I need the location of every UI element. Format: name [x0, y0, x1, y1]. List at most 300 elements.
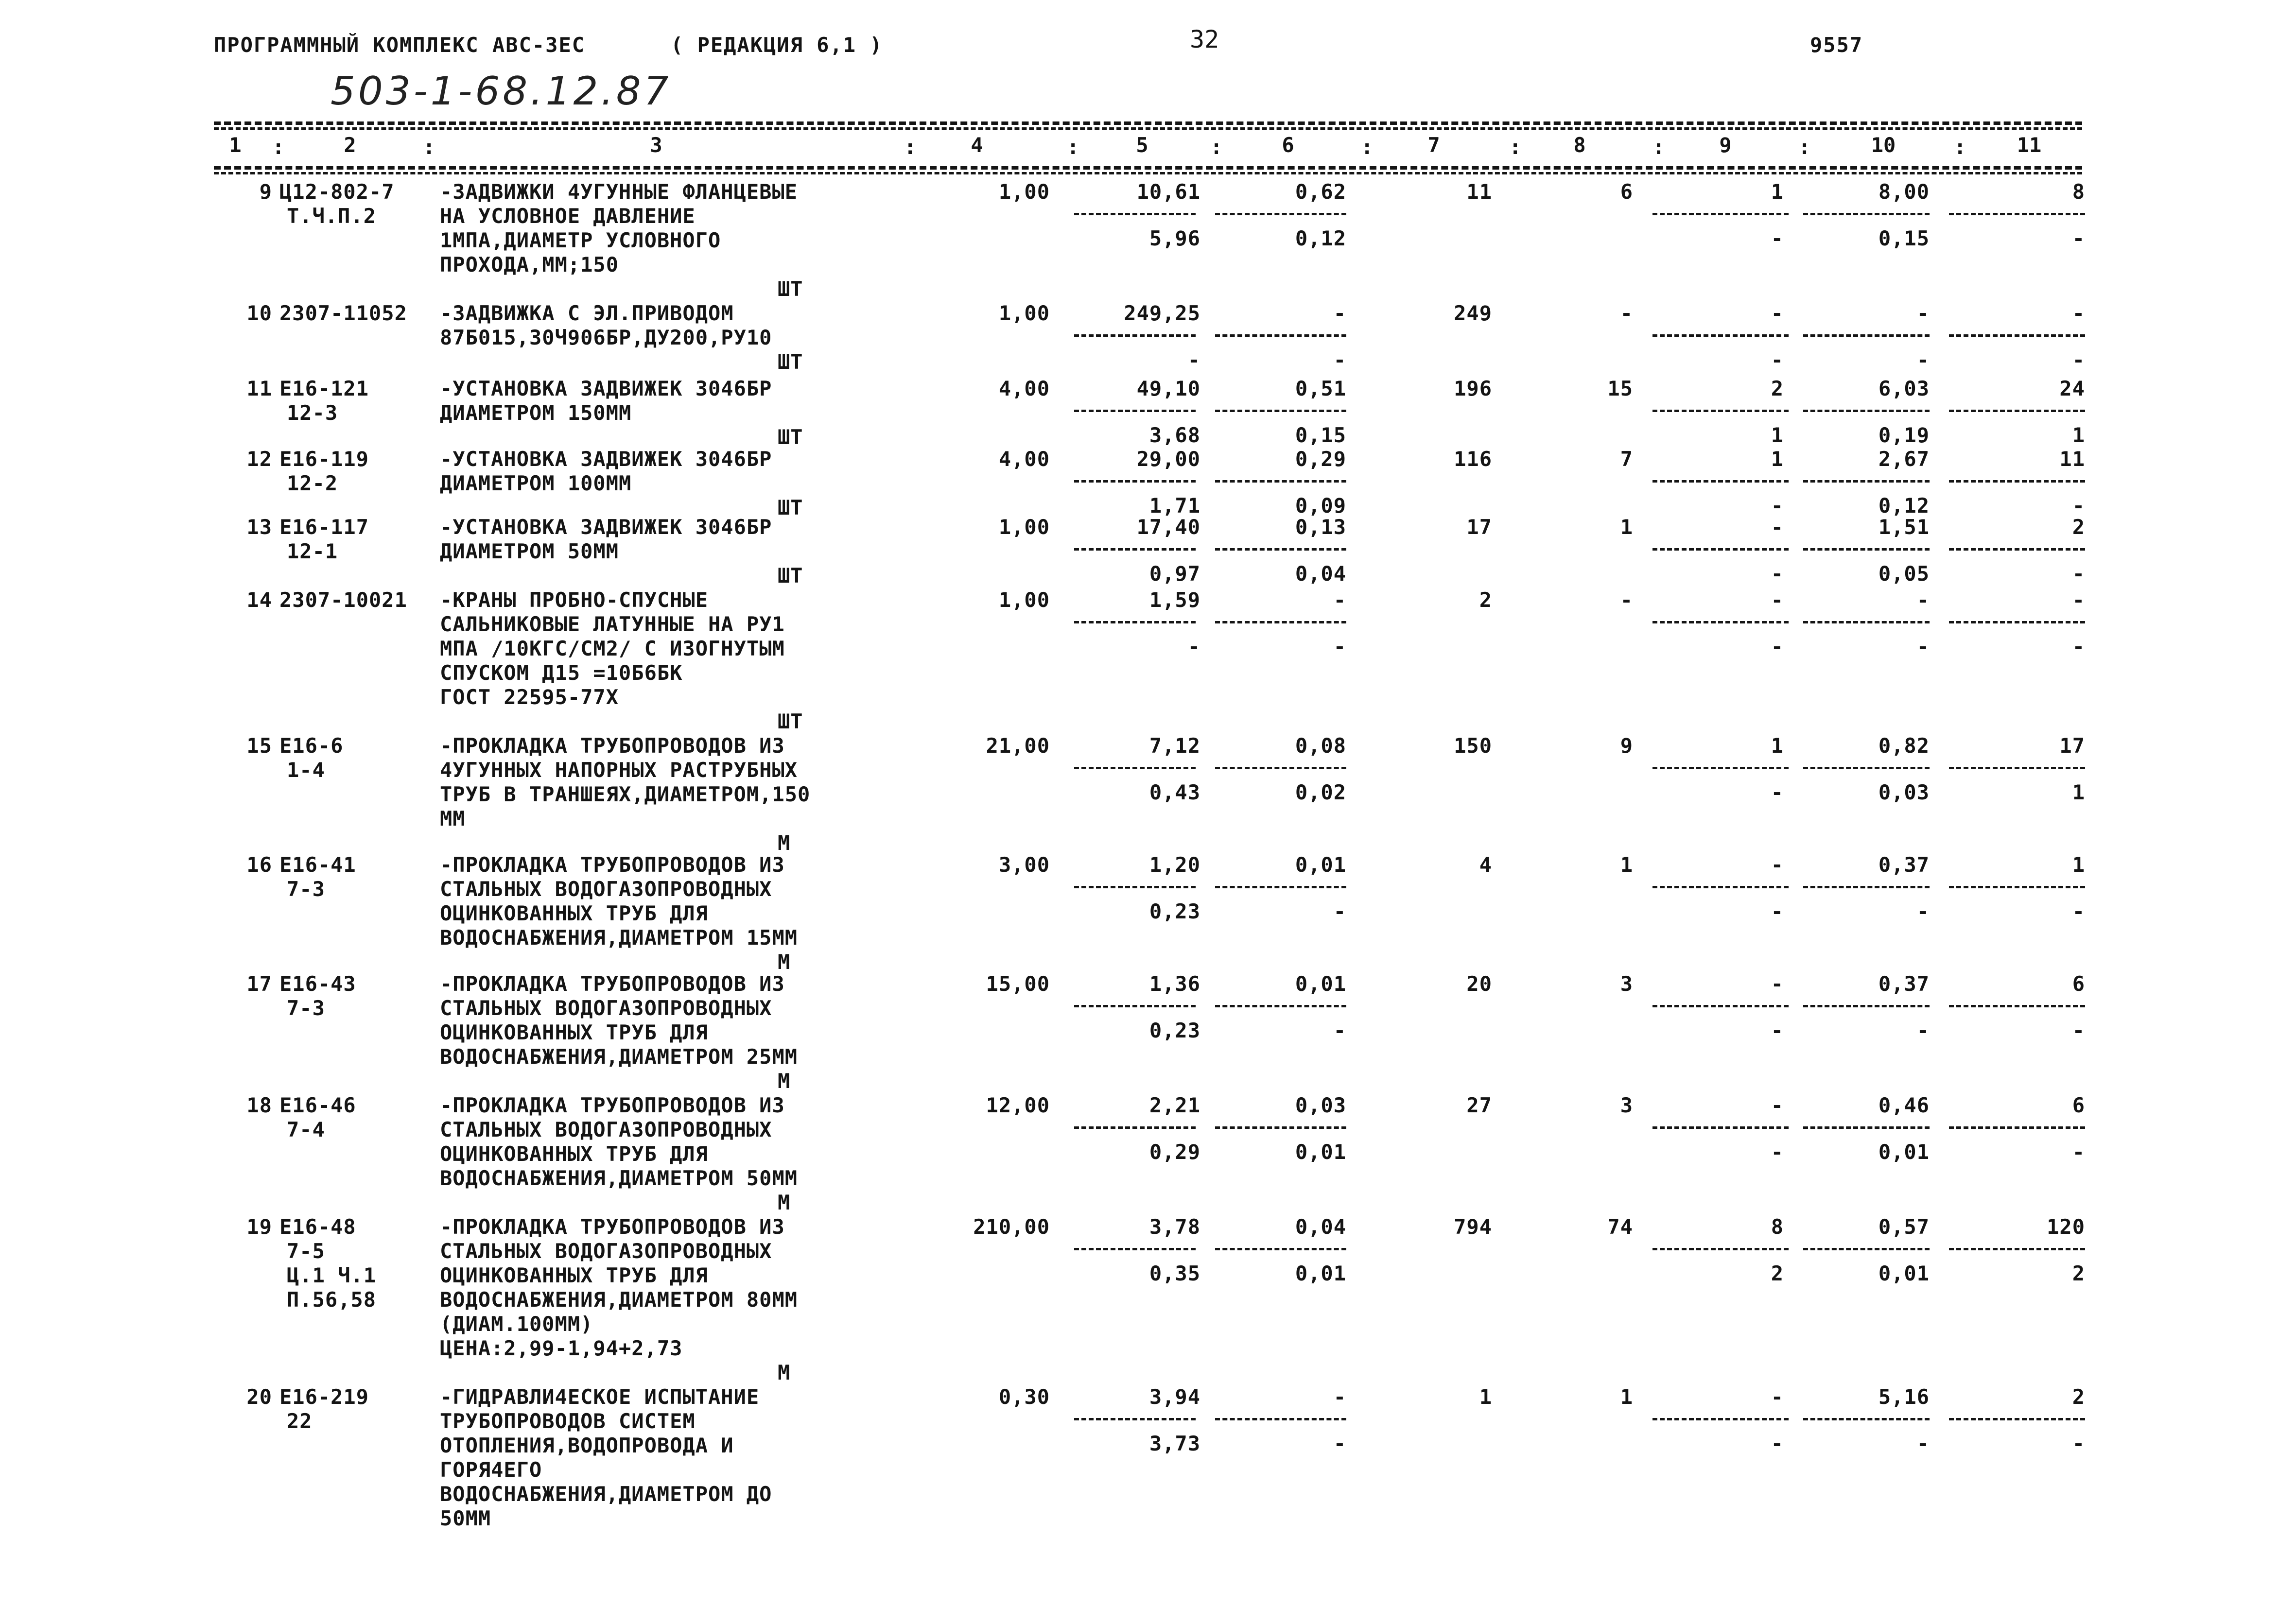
value-c5b: 0,23	[1149, 899, 1200, 923]
value-c9a: -	[1771, 588, 1784, 612]
norm-code: 2307-10021	[279, 588, 407, 612]
column-separator: :	[272, 135, 285, 159]
row-number: 12	[246, 447, 272, 471]
value-divider	[1803, 621, 1930, 623]
value-c7: 2	[1479, 588, 1492, 612]
value-c4: 210,00	[973, 1215, 1050, 1239]
column-separator: :	[423, 135, 435, 159]
value-c9b: -	[1771, 780, 1784, 804]
value-c11a: 6	[2072, 972, 2085, 996]
value-c10b: 0,03	[1878, 780, 1930, 804]
value-c7: 4	[1479, 853, 1492, 877]
row-number: 10	[246, 301, 272, 325]
value-divider	[1652, 621, 1789, 623]
value-c6a: 0,62	[1295, 180, 1346, 204]
value-c8: -	[1620, 588, 1633, 612]
column-separator: :	[1067, 135, 1079, 159]
value-divider	[1803, 1126, 1930, 1129]
value-c9a: 2	[1771, 377, 1784, 400]
work-description: ММ	[440, 807, 466, 830]
work-description: ВОДОСНАБЖЕНИЯ,ДИАМЕТРОМ 80ММ	[440, 1288, 798, 1312]
work-description: -ЗАДВИЖКИ 4УГУННЫЕ ФЛАНЦЕВЫЕ	[440, 180, 798, 204]
value-c8: 15	[1607, 377, 1633, 400]
value-c9a: 8	[1771, 1215, 1784, 1239]
work-description: СПУСКОМ Д15 =10Б6БК	[440, 661, 683, 685]
work-description: САЛЬНИКОВЫЕ ЛАТУННЫЕ НА РУ1	[440, 612, 785, 636]
value-c5b: 1,71	[1149, 494, 1200, 518]
value-c11b: -	[2072, 899, 2085, 923]
value-c5b: 3,68	[1149, 423, 1200, 447]
value-c9b: -	[1771, 348, 1784, 372]
value-c5a: 2,21	[1149, 1093, 1200, 1117]
row-number: 18	[246, 1093, 272, 1117]
work-description: -УСТАНОВКА ЗАДВИЖЕК 3046БР	[440, 377, 772, 400]
value-divider	[1215, 621, 1346, 623]
value-divider	[1652, 1248, 1789, 1250]
value-c5a: 1,20	[1149, 853, 1200, 877]
column-number: 10	[1871, 133, 1896, 157]
unit-label: ШТ	[778, 277, 803, 301]
value-c9b: -	[1771, 635, 1784, 658]
work-description: ДИАМЕТРОМ 150ММ	[440, 401, 632, 425]
value-c4: 1,00	[998, 301, 1050, 325]
value-c10b: 0,15	[1878, 226, 1930, 250]
value-divider	[1803, 548, 1930, 551]
value-c10b: 0,05	[1878, 562, 1930, 586]
work-description: ТРУБ В ТРАНШЕЯХ,ДИАМЕТРОМ,150	[440, 782, 811, 806]
value-c6a: 0,51	[1295, 377, 1346, 400]
value-c4: 1,00	[998, 515, 1050, 539]
value-c10b: -	[1916, 1432, 1930, 1455]
value-c5b: 0,35	[1149, 1261, 1200, 1285]
unit-label: М	[778, 950, 791, 974]
norm-code: 7-5	[287, 1239, 325, 1263]
value-divider	[1949, 621, 2085, 623]
norm-code: Е16-41	[279, 853, 356, 877]
value-c9b: 1	[1771, 423, 1784, 447]
value-c11a: 6	[2072, 1093, 2085, 1117]
value-c9a: 1	[1771, 447, 1784, 471]
value-c11b: -	[2072, 562, 2085, 586]
value-c9a: -	[1771, 515, 1784, 539]
value-c5b: -	[1187, 635, 1200, 658]
value-c9a: -	[1771, 853, 1784, 877]
value-c9a: 1	[1771, 180, 1784, 204]
value-divider	[1074, 480, 1196, 483]
value-divider	[1652, 1005, 1789, 1007]
value-divider	[1949, 548, 2085, 551]
work-description: СТАЛЬНЫХ ВОДОГАЗОПРОВОДНЫХ	[440, 877, 772, 901]
value-divider	[1949, 767, 2085, 769]
value-divider	[1074, 334, 1196, 337]
value-c6a: -	[1333, 1385, 1346, 1409]
value-divider	[1215, 1248, 1346, 1250]
row-number: 19	[246, 1215, 272, 1239]
value-c11b: -	[2072, 1019, 2085, 1042]
value-c6a: -	[1333, 588, 1346, 612]
value-c5b: -	[1187, 348, 1200, 372]
column-number: 4	[971, 133, 983, 157]
value-c7: 17	[1466, 515, 1492, 539]
norm-code: 2307-11052	[279, 301, 407, 325]
value-c8: 1	[1620, 515, 1633, 539]
value-divider	[1949, 886, 2085, 888]
value-divider	[1074, 1126, 1196, 1129]
value-divider	[1803, 1418, 1930, 1420]
value-divider	[1949, 1126, 2085, 1129]
value-divider	[1074, 213, 1196, 215]
value-divider	[1215, 548, 1346, 551]
value-c8: 9	[1620, 734, 1633, 758]
value-divider	[1803, 410, 1930, 412]
column-separator: :	[1361, 135, 1374, 159]
work-description: ОЦИНКОВАННЫХ ТРУБ ДЛЯ	[440, 1142, 709, 1166]
value-c11a: 2	[2072, 515, 2085, 539]
value-divider	[1803, 213, 1930, 215]
work-description: ГОРЯ4ЕГО	[440, 1458, 542, 1482]
value-c6a: 0,03	[1295, 1093, 1346, 1117]
value-c7: 794	[1454, 1215, 1492, 1239]
value-c10a: 2,67	[1878, 447, 1930, 471]
value-c10a: 0,82	[1878, 734, 1930, 758]
work-description: ВОДОСНАБЖЕНИЯ,ДИАМЕТРОМ 15ММ	[440, 926, 798, 950]
value-c10b: -	[1916, 899, 1930, 923]
column-separator: :	[1798, 135, 1811, 159]
value-c8: 6	[1620, 180, 1633, 204]
value-divider	[1215, 480, 1346, 483]
value-c11b: 2	[2072, 1261, 2085, 1285]
value-c8: 3	[1620, 1093, 1633, 1117]
norm-code: Е16-43	[279, 972, 356, 996]
value-divider	[1074, 886, 1196, 888]
work-description: ОЦИНКОВАННЫХ ТРУБ ДЛЯ	[440, 1020, 709, 1044]
value-c5b: 0,43	[1149, 780, 1200, 804]
value-divider	[1949, 1248, 2085, 1250]
value-c7: 27	[1466, 1093, 1492, 1117]
norm-code: Е16-117	[279, 515, 369, 539]
value-c10b: 0,01	[1878, 1261, 1930, 1285]
value-c8: 1	[1620, 853, 1633, 877]
value-c5a: 29,00	[1136, 447, 1200, 471]
row-number: 14	[246, 588, 272, 612]
work-description: 87Б015,30Ч906БР,ДУ200,РУ10	[440, 326, 772, 349]
column-separator: :	[1954, 135, 1966, 159]
column-number: 11	[2017, 133, 2042, 157]
column-separator: :	[1652, 135, 1665, 159]
value-c6b: -	[1333, 1019, 1346, 1042]
work-description: -УСТАНОВКА ЗАДВИЖЕК 3046БР	[440, 515, 772, 539]
value-c6b: 0,04	[1295, 562, 1346, 586]
value-c7: 196	[1454, 377, 1492, 400]
value-c6a: 0,01	[1295, 853, 1346, 877]
value-divider	[1949, 334, 2085, 337]
value-c7: 11	[1466, 180, 1492, 204]
value-c10b: 0,19	[1878, 423, 1930, 447]
work-description: НА УСЛОВНОЕ ДАВЛЕНИЕ	[440, 204, 696, 228]
value-c4: 21,00	[986, 734, 1050, 758]
value-c9a: -	[1771, 301, 1784, 325]
value-c11b: -	[2072, 348, 2085, 372]
value-divider	[1652, 548, 1789, 551]
value-divider	[1803, 480, 1930, 483]
unit-label: ШТ	[778, 709, 803, 733]
value-divider	[1652, 334, 1789, 337]
value-c6b: -	[1333, 635, 1346, 658]
value-divider	[1215, 334, 1346, 337]
value-divider	[1215, 1005, 1346, 1007]
value-c5a: 3,94	[1149, 1385, 1200, 1409]
work-description: ОЦИНКОВАННЫХ ТРУБ ДЛЯ	[440, 901, 709, 925]
value-c5a: 17,40	[1136, 515, 1200, 539]
work-description: 50ММ	[440, 1506, 491, 1530]
work-description: 4УГУННЫХ НАПОРНЫХ РАСТРУБНЫХ	[440, 758, 798, 782]
value-divider	[1074, 621, 1196, 623]
value-c9b: -	[1771, 899, 1784, 923]
column-number: 5	[1136, 133, 1148, 157]
value-c4: 0,30	[998, 1385, 1050, 1409]
column-separator: :	[904, 135, 917, 159]
work-description: 1МПА,ДИАМЕТР УСЛОВНОГО	[440, 228, 721, 252]
value-c5a: 3,78	[1149, 1215, 1200, 1239]
norm-code: Т.Ч.П.2	[287, 204, 377, 228]
norm-code: Ц12-802-7	[279, 180, 395, 204]
value-c7: 116	[1454, 447, 1492, 471]
unit-label: ШТ	[778, 350, 803, 374]
value-divider	[1652, 1418, 1789, 1420]
unit-label: М	[778, 1361, 791, 1384]
norm-code: Е16-48	[279, 1215, 356, 1239]
norm-code: 12-3	[287, 401, 338, 425]
value-c4: 15,00	[986, 972, 1050, 996]
value-c4: 4,00	[998, 447, 1050, 471]
work-description: СТАЛЬНЫХ ВОДОГАЗОПРОВОДНЫХ	[440, 1239, 772, 1263]
value-divider	[1215, 410, 1346, 412]
norm-code: 22	[287, 1409, 313, 1433]
document-code: 9557	[1810, 33, 1863, 57]
value-c6b: 0,01	[1295, 1140, 1346, 1164]
column-separator: :	[1210, 135, 1223, 159]
value-c8: 3	[1620, 972, 1633, 996]
work-description: ВОДОСНАБЖЕНИЯ,ДИАМЕТРОМ 50ММ	[440, 1166, 798, 1190]
work-description: ДИАМЕТРОМ 100ММ	[440, 471, 632, 495]
value-c11a: 11	[2059, 447, 2085, 471]
value-c9a: -	[1771, 1093, 1784, 1117]
norm-code: Е16-121	[279, 377, 369, 400]
work-description: ТРУБОПРОВОДОВ СИСТЕМ	[440, 1409, 696, 1433]
value-c11b: -	[2072, 1432, 2085, 1455]
value-c11a: 17	[2059, 734, 2085, 758]
work-description: СТАЛЬНЫХ ВОДОГАЗОПРОВОДНЫХ	[440, 996, 772, 1020]
value-divider	[1949, 1418, 2085, 1420]
row-number: 9	[259, 180, 272, 204]
work-description: -КРАНЫ ПРОБНО-СПУСНЫЕ	[440, 588, 709, 612]
value-c11b: -	[2072, 1140, 2085, 1164]
work-description: -ПРОКЛАДКА ТРУБОПРОВОДОВ ИЗ	[440, 1093, 785, 1117]
unit-label: ШТ	[778, 564, 803, 588]
value-c5b: 3,73	[1149, 1432, 1200, 1455]
value-divider	[1074, 1248, 1196, 1250]
column-number: 8	[1573, 133, 1586, 157]
norm-code: 12-2	[287, 471, 338, 495]
value-c6b: 0,02	[1295, 780, 1346, 804]
page-number: 32	[1190, 25, 1219, 53]
value-divider	[1803, 1005, 1930, 1007]
value-c4: 1,00	[998, 588, 1050, 612]
work-description: -УСТАНОВКА ЗАДВИЖЕК 3046БР	[440, 447, 772, 471]
value-c7: 150	[1454, 734, 1492, 758]
work-description: ВОДОСНАБЖЕНИЯ,ДИАМЕТРОМ 25ММ	[440, 1045, 798, 1069]
value-divider	[1215, 213, 1346, 215]
value-c11a: 8	[2072, 180, 2085, 204]
edition-label: ( РЕДАКЦИЯ 6,1 )	[671, 33, 883, 57]
value-c5a: 1,59	[1149, 588, 1200, 612]
value-c9b: -	[1771, 494, 1784, 518]
value-c9a: 1	[1771, 734, 1784, 758]
value-divider	[1803, 767, 1930, 769]
value-c11b: 1	[2072, 423, 2085, 447]
value-c8: 7	[1620, 447, 1633, 471]
norm-code: Е16-46	[279, 1093, 356, 1117]
value-c5a: 49,10	[1136, 377, 1200, 400]
column-number: 9	[1719, 133, 1732, 157]
norm-code: 12-1	[287, 539, 338, 563]
work-description: ПРОХОДА,ММ;150	[440, 253, 619, 276]
value-c10a: 1,51	[1878, 515, 1930, 539]
unit-label: ШТ	[778, 496, 803, 519]
value-divider	[1074, 767, 1196, 769]
program-title: ПРОГРАММНЫЙ КОМПЛЕКС АВС-ЗЕС	[214, 33, 586, 57]
value-divider	[1652, 410, 1789, 412]
value-c11a: 1	[2072, 853, 2085, 877]
header-top-rule-2	[214, 127, 2082, 130]
value-divider	[1803, 334, 1930, 337]
value-divider	[1215, 1418, 1346, 1420]
norm-code: Е16-6	[279, 734, 344, 758]
value-divider	[1652, 480, 1789, 483]
value-divider	[1949, 410, 2085, 412]
value-c5b: 0,29	[1149, 1140, 1200, 1164]
work-description: (ДИАМ.100ММ)	[440, 1312, 593, 1336]
value-c10a: 6,03	[1878, 377, 1930, 400]
value-c6a: 0,08	[1295, 734, 1346, 758]
norm-code: Ц.1 Ч.1	[287, 1263, 377, 1287]
column-number: 1	[229, 133, 242, 157]
value-divider	[1803, 1248, 1930, 1250]
work-description: СТАЛЬНЫХ ВОДОГАЗОПРОВОДНЫХ	[440, 1118, 772, 1141]
value-c6a: 0,04	[1295, 1215, 1346, 1239]
value-c6b: -	[1333, 899, 1346, 923]
value-divider	[1949, 1005, 2085, 1007]
value-c5a: 249,25	[1124, 301, 1200, 325]
norm-code: П.56,58	[287, 1288, 377, 1312]
row-number: 16	[246, 853, 272, 877]
value-c6b: 0,15	[1295, 423, 1346, 447]
value-c11b: -	[2072, 494, 2085, 518]
header-bottom-rule-2	[214, 172, 2082, 174]
value-c9b: -	[1771, 1019, 1784, 1042]
unit-label: ШТ	[778, 425, 803, 449]
value-c10b: 0,01	[1878, 1140, 1930, 1164]
value-divider	[1652, 1126, 1789, 1129]
value-c10a: 8,00	[1878, 180, 1930, 204]
value-c6a: -	[1333, 301, 1346, 325]
value-c9b: -	[1771, 226, 1784, 250]
value-c5b: 0,97	[1149, 562, 1200, 586]
value-divider	[1074, 1005, 1196, 1007]
value-divider	[1803, 886, 1930, 888]
value-divider	[1074, 410, 1196, 412]
value-c4: 4,00	[998, 377, 1050, 400]
value-c9a: -	[1771, 972, 1784, 996]
value-divider	[1215, 886, 1346, 888]
value-c11b: 1	[2072, 780, 2085, 804]
column-number: 2	[344, 133, 356, 157]
work-description: ВОДОСНАБЖЕНИЯ,ДИАМЕТРОМ ДО	[440, 1482, 772, 1506]
work-description: МПА /10КГС/СМ2/ С ИЗОГНУТЫМ	[440, 637, 785, 660]
work-description: -ПРОКЛАДКА ТРУБОПРОВОДОВ ИЗ	[440, 972, 785, 996]
value-c9b: -	[1771, 1432, 1784, 1455]
value-c10a: 0,37	[1878, 972, 1930, 996]
row-number: 11	[246, 377, 272, 400]
value-divider	[1652, 213, 1789, 215]
value-c11a: -	[2072, 588, 2085, 612]
column-separator: :	[1509, 135, 1522, 159]
value-c7: 249	[1454, 301, 1492, 325]
value-c5a: 1,36	[1149, 972, 1200, 996]
column-number: 7	[1427, 133, 1440, 157]
work-description: ОТОПЛЕНИЯ,ВОДОПРОВОДА И	[440, 1434, 734, 1457]
value-c6a: 0,13	[1295, 515, 1346, 539]
value-c5a: 7,12	[1149, 734, 1200, 758]
value-c11a: 2	[2072, 1385, 2085, 1409]
value-divider	[1949, 480, 2085, 483]
work-description: -ГИДРАВЛИ4ЕСКОЕ ИСПЫТАНИЕ	[440, 1385, 760, 1409]
work-description: -ПРОКЛАДКА ТРУБОПРОВОДОВ ИЗ	[440, 734, 785, 758]
header-bottom-rule	[214, 166, 2082, 170]
row-number: 17	[246, 972, 272, 996]
value-c11a: -	[2072, 301, 2085, 325]
value-c8: 1	[1620, 1385, 1633, 1409]
value-c9a: -	[1771, 1385, 1784, 1409]
column-number: 6	[1282, 133, 1294, 157]
value-c6a: 0,29	[1295, 447, 1346, 471]
value-c9b: 2	[1771, 1261, 1784, 1285]
work-description: -ЗАДВИЖКА С ЭЛ.ПРИВОДОМ	[440, 301, 734, 325]
value-c6b: 0,01	[1295, 1261, 1346, 1285]
value-c11a: 120	[2047, 1215, 2085, 1239]
unit-label: М	[778, 1069, 791, 1093]
value-divider	[1074, 1418, 1196, 1420]
norm-code: 7-4	[287, 1118, 325, 1141]
value-divider	[1215, 767, 1346, 769]
value-c5a: 10,61	[1136, 180, 1200, 204]
value-divider	[1949, 213, 2085, 215]
value-c6b: -	[1333, 1432, 1346, 1455]
row-number: 20	[246, 1385, 272, 1409]
value-c10a: 0,46	[1878, 1093, 1930, 1117]
value-divider	[1215, 1126, 1346, 1129]
work-description: ОЦИНКОВАННЫХ ТРУБ ДЛЯ	[440, 1263, 709, 1287]
value-c10b: -	[1916, 348, 1930, 372]
value-c5b: 0,23	[1149, 1019, 1200, 1042]
value-c9b: -	[1771, 562, 1784, 586]
value-c6b: -	[1333, 348, 1346, 372]
value-c4: 3,00	[998, 853, 1050, 877]
value-c11b: -	[2072, 226, 2085, 250]
norm-code: 7-3	[287, 877, 325, 901]
value-c4: 1,00	[998, 180, 1050, 204]
work-description: -ПРОКЛАДКА ТРУБОПРОВОДОВ ИЗ	[440, 853, 785, 877]
